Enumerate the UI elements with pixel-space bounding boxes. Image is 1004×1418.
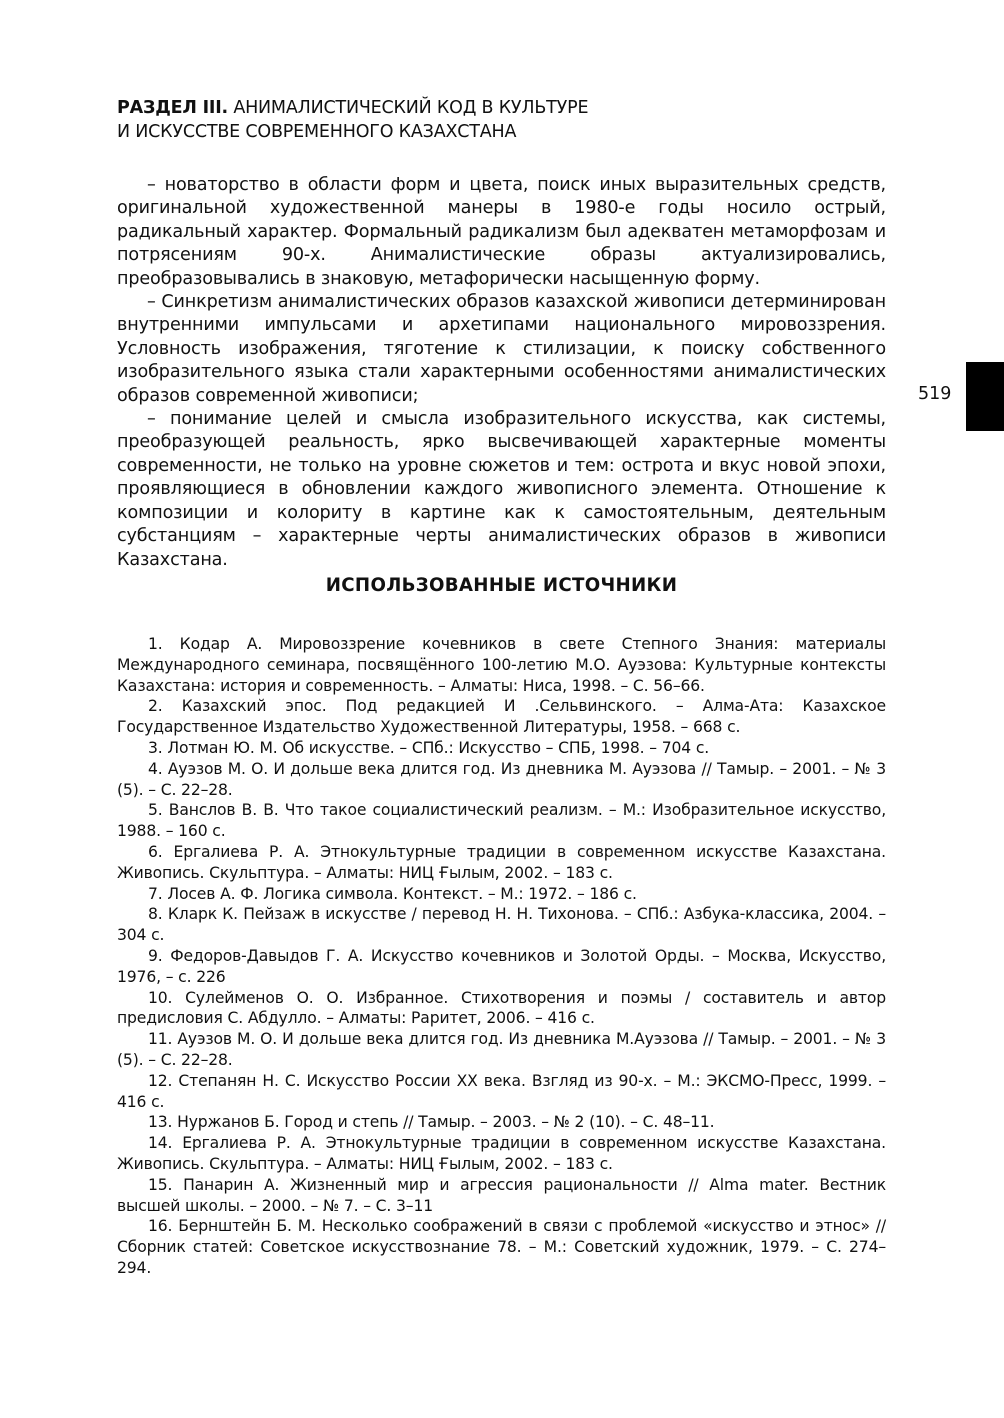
reference-item: 4. Ауэзов М. О. И дольше века длится год. Из дневника М. Ауэзова // Тамыр. – 2001. – № 3 (5). – С. 22–28. — [117, 759, 886, 799]
reference-item: 13. Нуржанов Б. Город и степь // Тамыр. – 2003. – № 2 (10). – С. 48–11. — [148, 1113, 715, 1132]
reference-item: 1. Кодар А. Мировоззрение кочевников в свете Степного Знания: материалы Международного семинара, посвящённого 100-летию М.О. Ауэзова: Культурные контексты Казахстана: история и современность. – Алматы: Ниса, 1998. – С. 56–66. — [117, 635, 886, 695]
body-text — [117, 174, 886, 572]
reference-item: 15. Панарин А. Жизненный мир и агрессия рациональности // Alma mater. Вестник высшей школы. – 2000. – № 7. – С. 3–11 — [117, 1175, 886, 1215]
body-paragraph: – Синкретизм анималистических образов казахской живописи детерминирован внутренними импульсами и архетипами национального мировоззрения. Условность изображения, тяготение к стилизации, к поиску собственного изобразительного языка стали характерными особенностями анималистических образов современной живописи; — [117, 292, 886, 406]
reference-item: 10. Сулейменов О. О. Избранное. Стихотворения и поэмы / составитель и автор предисловия С. Абдулло. – Алматы: Раритет, 2006. – 416 с. — [117, 988, 886, 1028]
section-title-part-1: АНИМАЛИСТИЧЕСКИЙ КОД В КУЛЬТУРЕ — [227, 98, 589, 118]
section-title-part-2: И ИСКУССТВЕ СОВРЕМЕННОГО КАЗАХСТАНА — [117, 122, 517, 142]
running-header — [117, 96, 717, 144]
running-header-line-1 — [117, 96, 717, 120]
section-label: РАЗДЕЛ III. — [117, 98, 228, 118]
reference-item: 5. Ванслов В. В. Что такое социалистический реализм. – М.: Изобразительное искусство, 1988. – 160 с. — [117, 801, 886, 841]
sources-heading: ИСПОЛЬЗОВАННЫЕ ИСТОЧНИКИ — [325, 575, 678, 596]
reference-item: 14. Ергалиева Р. А. Этнокультурные традиции в современном искусстве Казахстана. Живопись. Скульптура. – Алматы: НИЦ Ғылым, 2002. – 183 с. — [117, 1134, 886, 1173]
body-paragraph: – понимание целей и смысла изобразительного искусства, как системы, преобразующей реальность, ярко высвечивающей характерные моменты современности, не только на уровне сюжетов и тем: острота и вкус новой эпохи, проявляющиеся в обновлении каждого живописного элемента. Отношение к композиции и колориту в картине как к самостоятельным, деятельным субстанциям – характерные черты анималистических образов в живописи Казахстана. — [117, 409, 886, 570]
body-paragraph: – новаторство в области форм и цвета, поиск иных выразительных средств, оригинальной художественной манеры в 1980-е годы носило острый, радикальный характер. Формальный радикализм был адекватен метаморфозам и потрясениям 90-х. Анималистические образы актуализировались, преобразовывались в знаковую, метафорически насыщенную форму. — [117, 175, 886, 289]
reference-item: 8. Кларк К. Пейзаж в искусстве / перевод Н. Н. Тихонова. – СПб.: Азбука-классика, 2004. – 304 с. — [117, 905, 886, 945]
reference-item: 11. Ауэзов М. О. И дольше века длится год. Из дневника М.Ауэзова // Тамыр. – 2001. – № 3 (5). – С. 22–28. — [117, 1030, 886, 1069]
reference-item: 6. Ергалиева Р. А. Этнокультурные традиции в современном искусстве Казахстана. Живопись. Скульптура. – Алматы: НИЦ Ғылым, 2002. – 183 с. — [117, 842, 886, 882]
reference-item: 12. Степанян Н. С. Искусство России XX века. Взгляд из 90-х. – М.: ЭКСМО-Пресс, 1999. – 416 с. — [117, 1071, 886, 1111]
reference-item: 9. Федоров-Давыдов Г. А. Искусство кочевников и Золотой Орды. – Москва, Искусство, 1976, – с. 226 — [117, 946, 886, 986]
reference-list — [117, 634, 886, 1279]
page-edge-tab — [966, 362, 1004, 431]
page-number: 519 — [918, 384, 952, 404]
reference-item: 16. Бернштейн Б. М. Несколько соображений в связи с проблемой «искусство и этнос» // Сборник статей: Советское искусствознание 78. – М.: Советский художник, 1979. – С. 274–294. — [117, 1217, 886, 1277]
reference-item: 3. Лотман Ю. М. Об искусстве. – СПб.: Искусство – СПБ, 1998. – 704 с. — [148, 738, 710, 757]
reference-item: 7. Лосев А. Ф. Логика символа. Контекст. – М.: 1972. – 186 с. — [148, 884, 637, 903]
reference-item: 2. Казахский эпос. Под редакцией И .Сельвинского. – Алма-Ата: Казахское Государственное Издательство Художественной Литературы, 1958. – 668 с. — [117, 697, 886, 737]
